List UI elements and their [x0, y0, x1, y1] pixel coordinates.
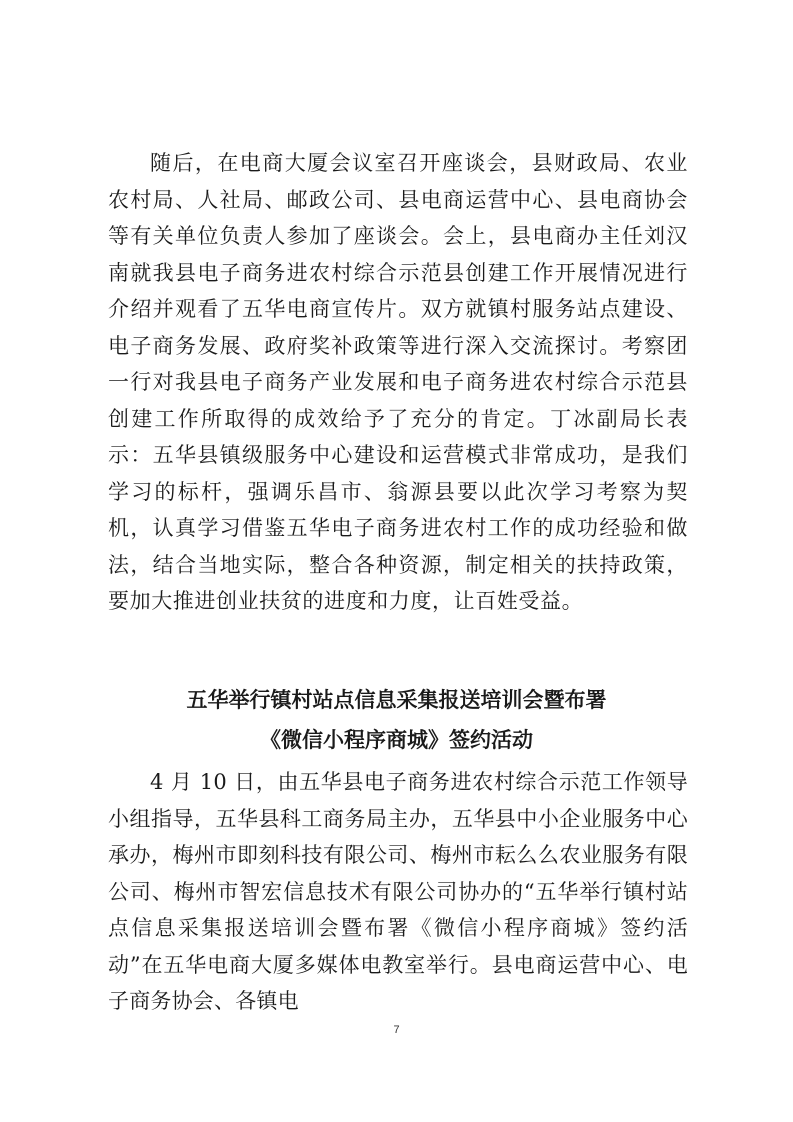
body-paragraph-symposium: 随后，在电商大厦会议室召开座谈会，县财政局、农业农村局、人社局、邮政公司、县电商运营中心、县电商协会等有关单位负责人参加了座谈会。会上，县电商办主任刘汉南就我县电子商务进农村综合示范县创建工作开展情况进行介绍并观看了五华电商宣传片。双方就镇村服务站点建设、电子商务发展、政府奖补政策等进行深入交流探讨。考察团一行对我县电子商务产业发展和电子商务进农村综合示范县创建工作所取得的成效给予了充分的肯定。丁冰副局长表示：五华县镇级服务中心建设和运营模式非常成功，是我们学习的标杆，强调乐昌市、翁源县要以此次学习考察为契机，认真学习借鉴五华电子商务进农村工作的成功经验和做法，结合当地实际，整合各种资源，制定相关的扶持政策，要加大推进创业扶贫的进度和力度，让百姓受益。 — [108, 151, 688, 613]
body-paragraph-training-event: 4 月 10 日，由五华县电子商务进农村综合示范工作领导小组指导，五华县科工商务局主办，五华县中小企业服务中心承办，梅州市即刻科技有限公司、梅州市耘么么农业服务有限公司、梅州市智宏信息技术有限公司协办的“五华举行镇村站点信息采集报送培训会暨布署《微信小程序商城》签约活动”在五华电商大厦多媒体电教室举行。县电商运营中心、电子商务协会、各镇电 — [108, 770, 688, 1013]
section-heading-line-1: 五华举行镇村站点信息采集报送培训会暨布署 — [186, 688, 607, 712]
page-number: 7 — [393, 1024, 400, 1036]
section-heading-line-2: 《微信小程序商城》签约活动 — [260, 728, 533, 752]
